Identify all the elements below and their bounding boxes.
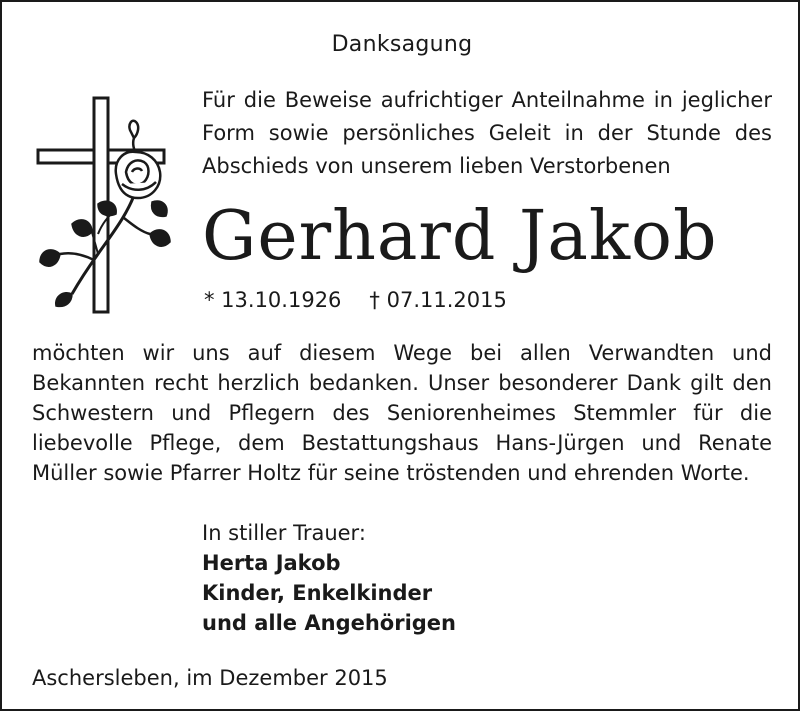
death-date: † 07.11.2015 <box>369 288 507 312</box>
thanks-text: möchten wir uns auf diesem Wege bei allen Verwandten und Bekannten recht herzlich bedanken. Unser besonderer Dank gilt den Schwestern und Pflegern des Seniorenheimes Stemmler für die liebevolle Pflege, dem Bestattungshaus Hans-Jürgen und Renate Müller sowie Pfarrer Holtz für seine tröstenden und ehrenden Worte. <box>32 341 772 485</box>
cross-with-rose-icon <box>32 94 172 318</box>
place-and-date: Aschersleben, im Dezember 2015 <box>32 666 388 690</box>
mourning-intro: In stiller Trauer: <box>202 521 366 545</box>
deceased-name: Gerhard Jakob <box>202 197 718 276</box>
mourner-line: und alle Angehörigen <box>202 611 456 635</box>
birth-date: * 13.10.1926 <box>204 288 342 312</box>
mourner-line: Herta Jakob <box>202 551 341 575</box>
mourners-block <box>202 518 456 638</box>
life-dates <box>204 288 507 312</box>
intro-text: Für die Beweise aufrichtiger Anteilnahme in jeglicher Form sowie persönliches Geleit in der Stunde des Abschieds von unserem lieben Verstorbenen <box>202 88 772 178</box>
notice-heading: Danksagung <box>331 32 473 57</box>
mourner-line: Kinder, Enkelkinder <box>202 581 433 605</box>
